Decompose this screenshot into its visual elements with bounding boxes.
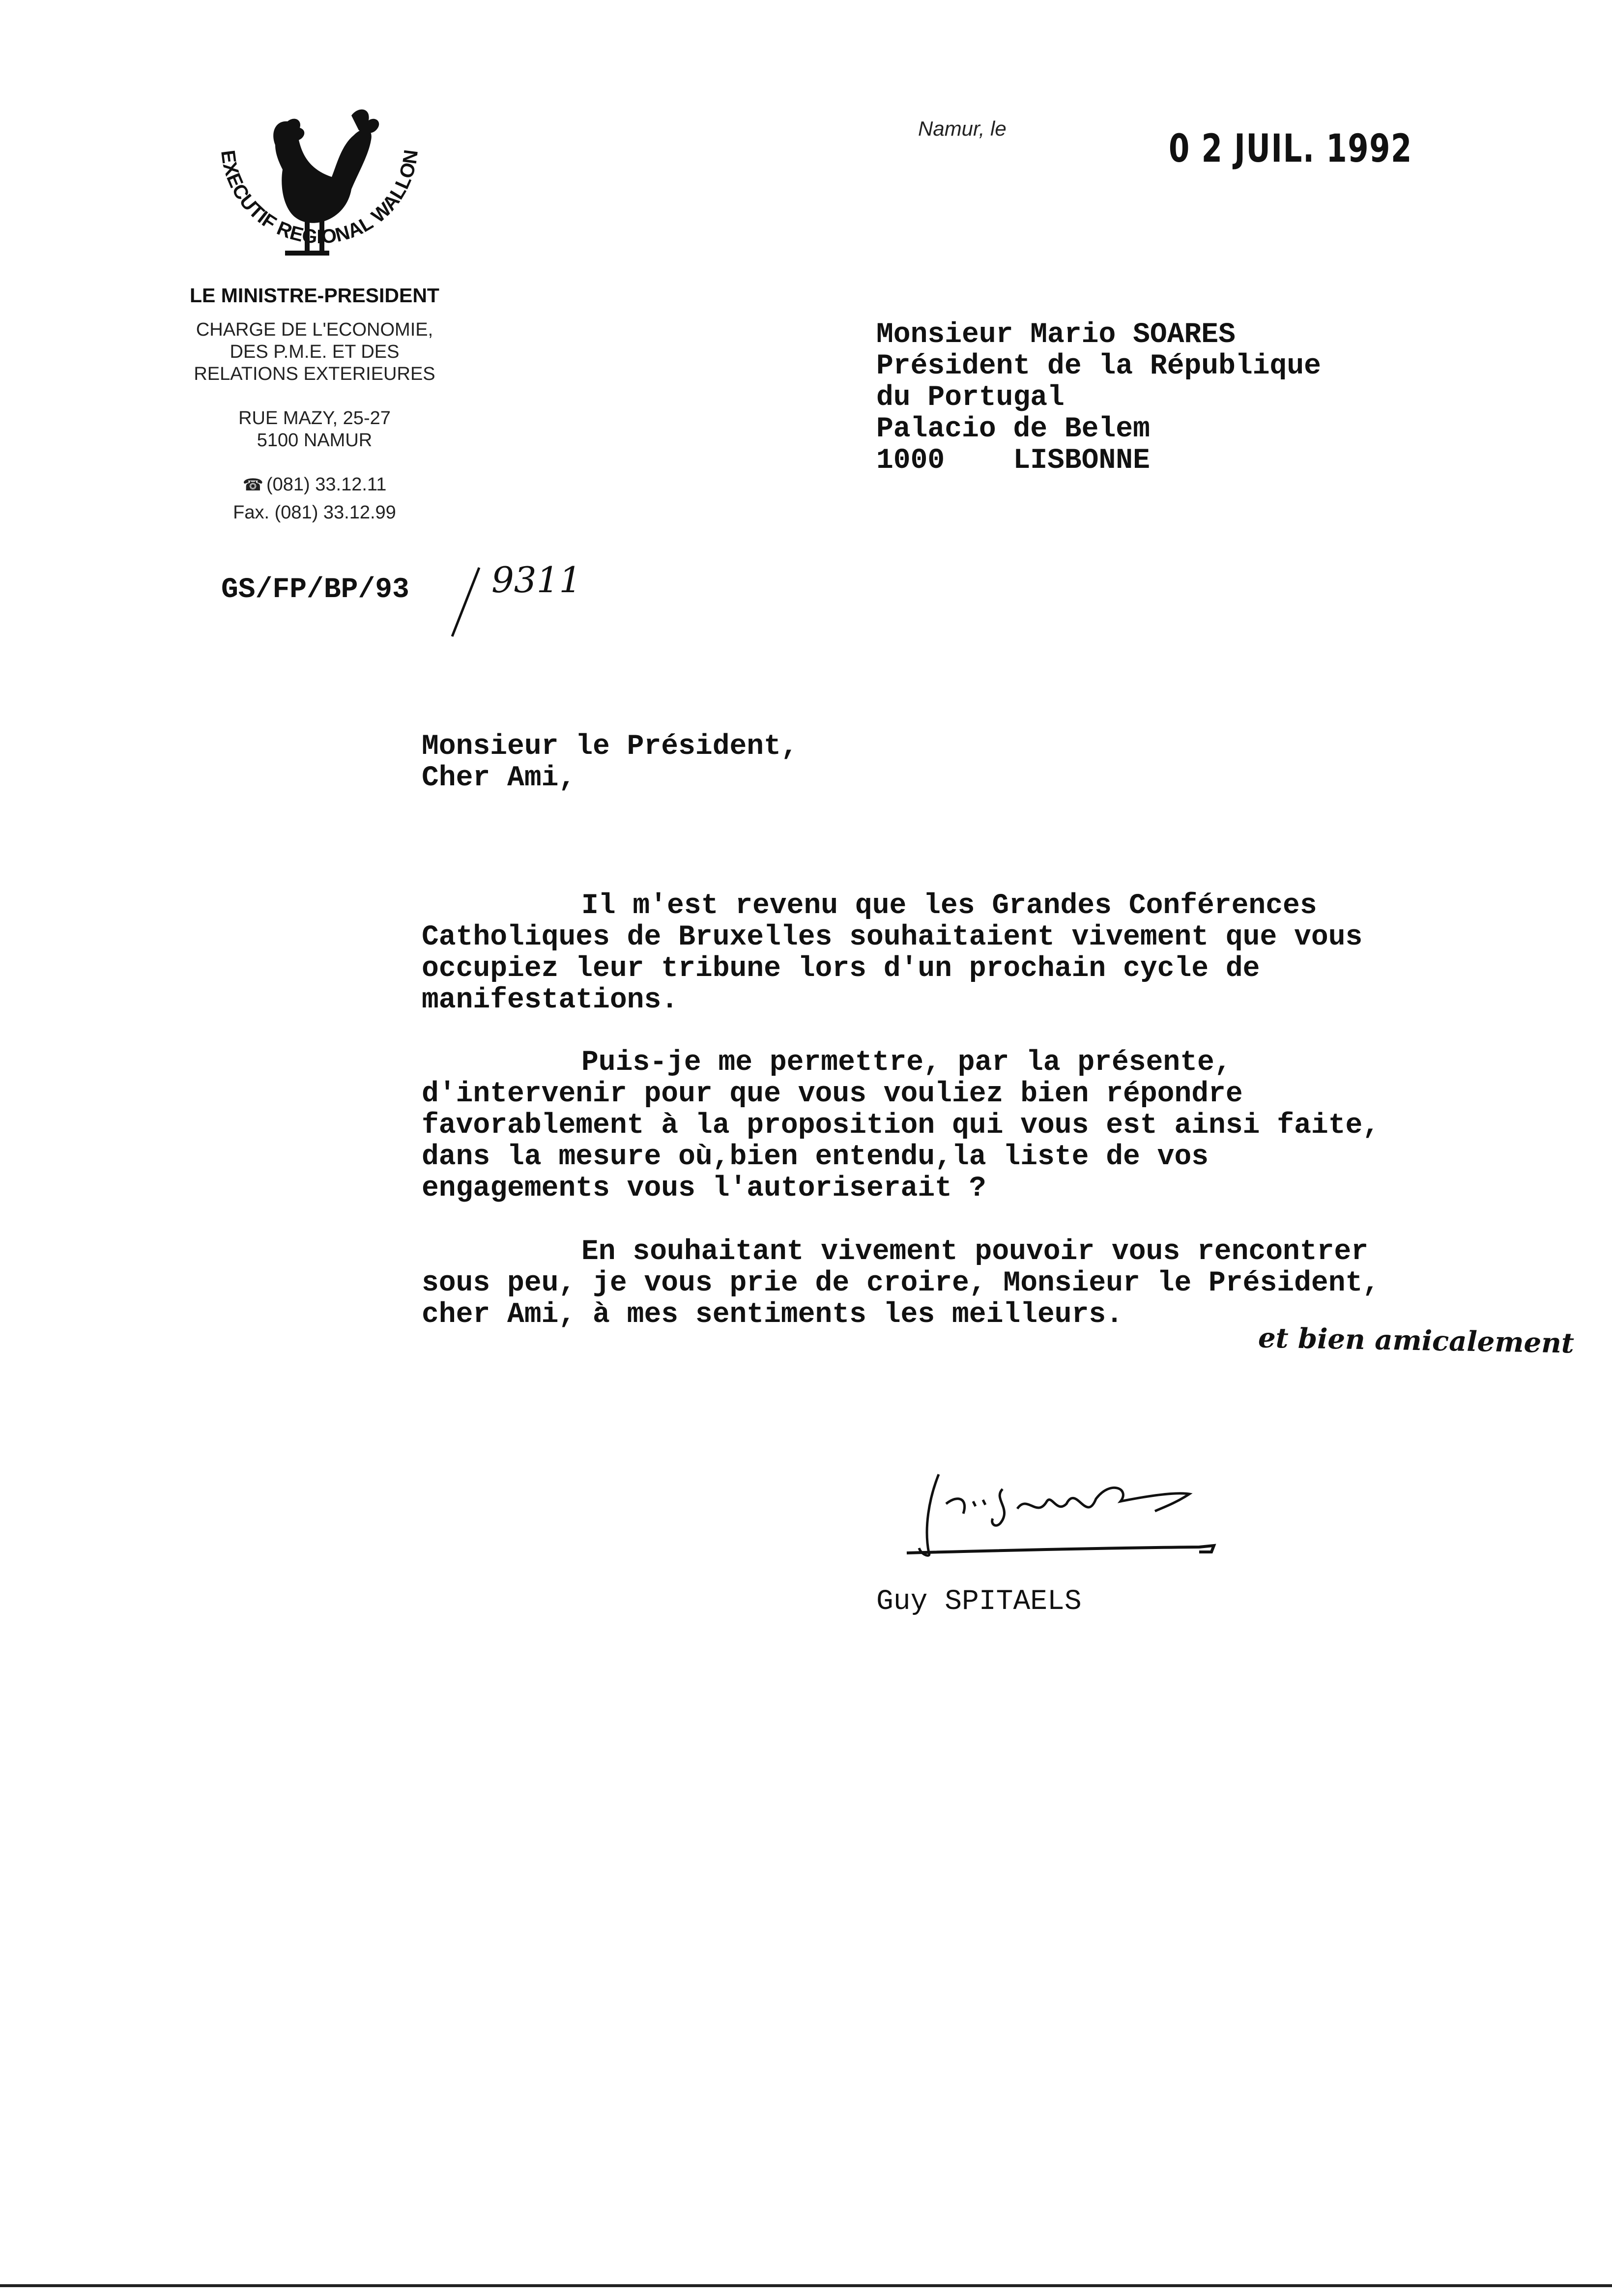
paragraph-3-line-1: En souhaitant vivement pouvoir vous rencontrer (581, 1236, 1369, 1268)
letterhead-line-2: DES P.M.E. ET DES (230, 342, 400, 362)
paragraph-3-line-2: sous peu, je vous prie de croire, Monsieur le Président, (422, 1267, 1380, 1299)
paragraph-2-line-3: favorablement à la proposition qui vous est ainsi faite, (422, 1110, 1380, 1142)
recipient-line-4: Palacio de Belem (876, 413, 1150, 445)
letterhead-title: LE MINISTRE-PRESIDENT (190, 284, 439, 307)
rooster-seal-logo (202, 86, 437, 297)
paragraph-2-line-5: engagements vous l'autoriserait ? (422, 1173, 986, 1205)
paragraph-3-line-3: cher Ami, à mes sentiments les meilleurs. (422, 1299, 1123, 1331)
telephone-icon: ☎ (242, 476, 263, 494)
date-label: Namur, le (918, 117, 1007, 140)
signer-name: Guy SPITAELS (876, 1586, 1082, 1618)
handwritten-closing: et bien amicalement (1258, 1321, 1575, 1360)
paragraph-1-line-1: Il m'est revenu que les Grandes Conférences (581, 890, 1317, 922)
letterhead-line-3: RELATIONS EXTERIEURES (194, 364, 435, 384)
paragraph-2-line-4: dans la mesure où,bien entendu,la liste de vos (422, 1141, 1209, 1173)
letterhead-phone (147, 474, 482, 495)
seal-text: EXECUTIF REGIONAL WALLON (217, 148, 423, 248)
paragraph-1-line-3: occupiez leur tribune lors d'un prochain cycle de (422, 953, 1260, 985)
reference-slash (445, 565, 489, 639)
letterhead-city: 5100 NAMUR (257, 430, 373, 451)
salutation-line-2: Cher Ami, (422, 762, 576, 794)
date-stamp: 0 2 JUIL. 1992 (1169, 127, 1412, 171)
phone-number: (081) 33.12.11 (266, 474, 387, 495)
reference-typed: GS/FP/BP/93 (221, 574, 409, 606)
paragraph-1-line-4: manifestations. (422, 984, 679, 1016)
letterhead-fax: Fax. (081) 33.12.99 (233, 502, 396, 523)
reference-handwritten: 9311 (491, 559, 582, 601)
recipient-line-2: Président de la République (876, 350, 1321, 382)
paragraph-1-line-2: Catholiques de Bruxelles souhaitaient vivement que vous (422, 921, 1363, 953)
paragraph-2-line-1: Puis-je me permettre, par la présente, (581, 1047, 1232, 1079)
bottom-divider (0, 2284, 1612, 2287)
letterhead-street: RUE MAZY, 25-27 (238, 408, 391, 429)
salutation-line-1: Monsieur le Président, (422, 731, 798, 763)
recipient-line-3: du Portugal (876, 382, 1065, 414)
paragraph-2-line-2: d'intervenir pour que vous vouliez bien répondre (422, 1078, 1243, 1110)
handwritten-signature (899, 1455, 1234, 1563)
letterhead-line-1: CHARGE DE L'ECONOMIE, (196, 319, 433, 340)
recipient-line-5: 1000 LISBONNE (876, 445, 1150, 477)
recipient-line-1: Monsieur Mario SOARES (876, 319, 1236, 351)
